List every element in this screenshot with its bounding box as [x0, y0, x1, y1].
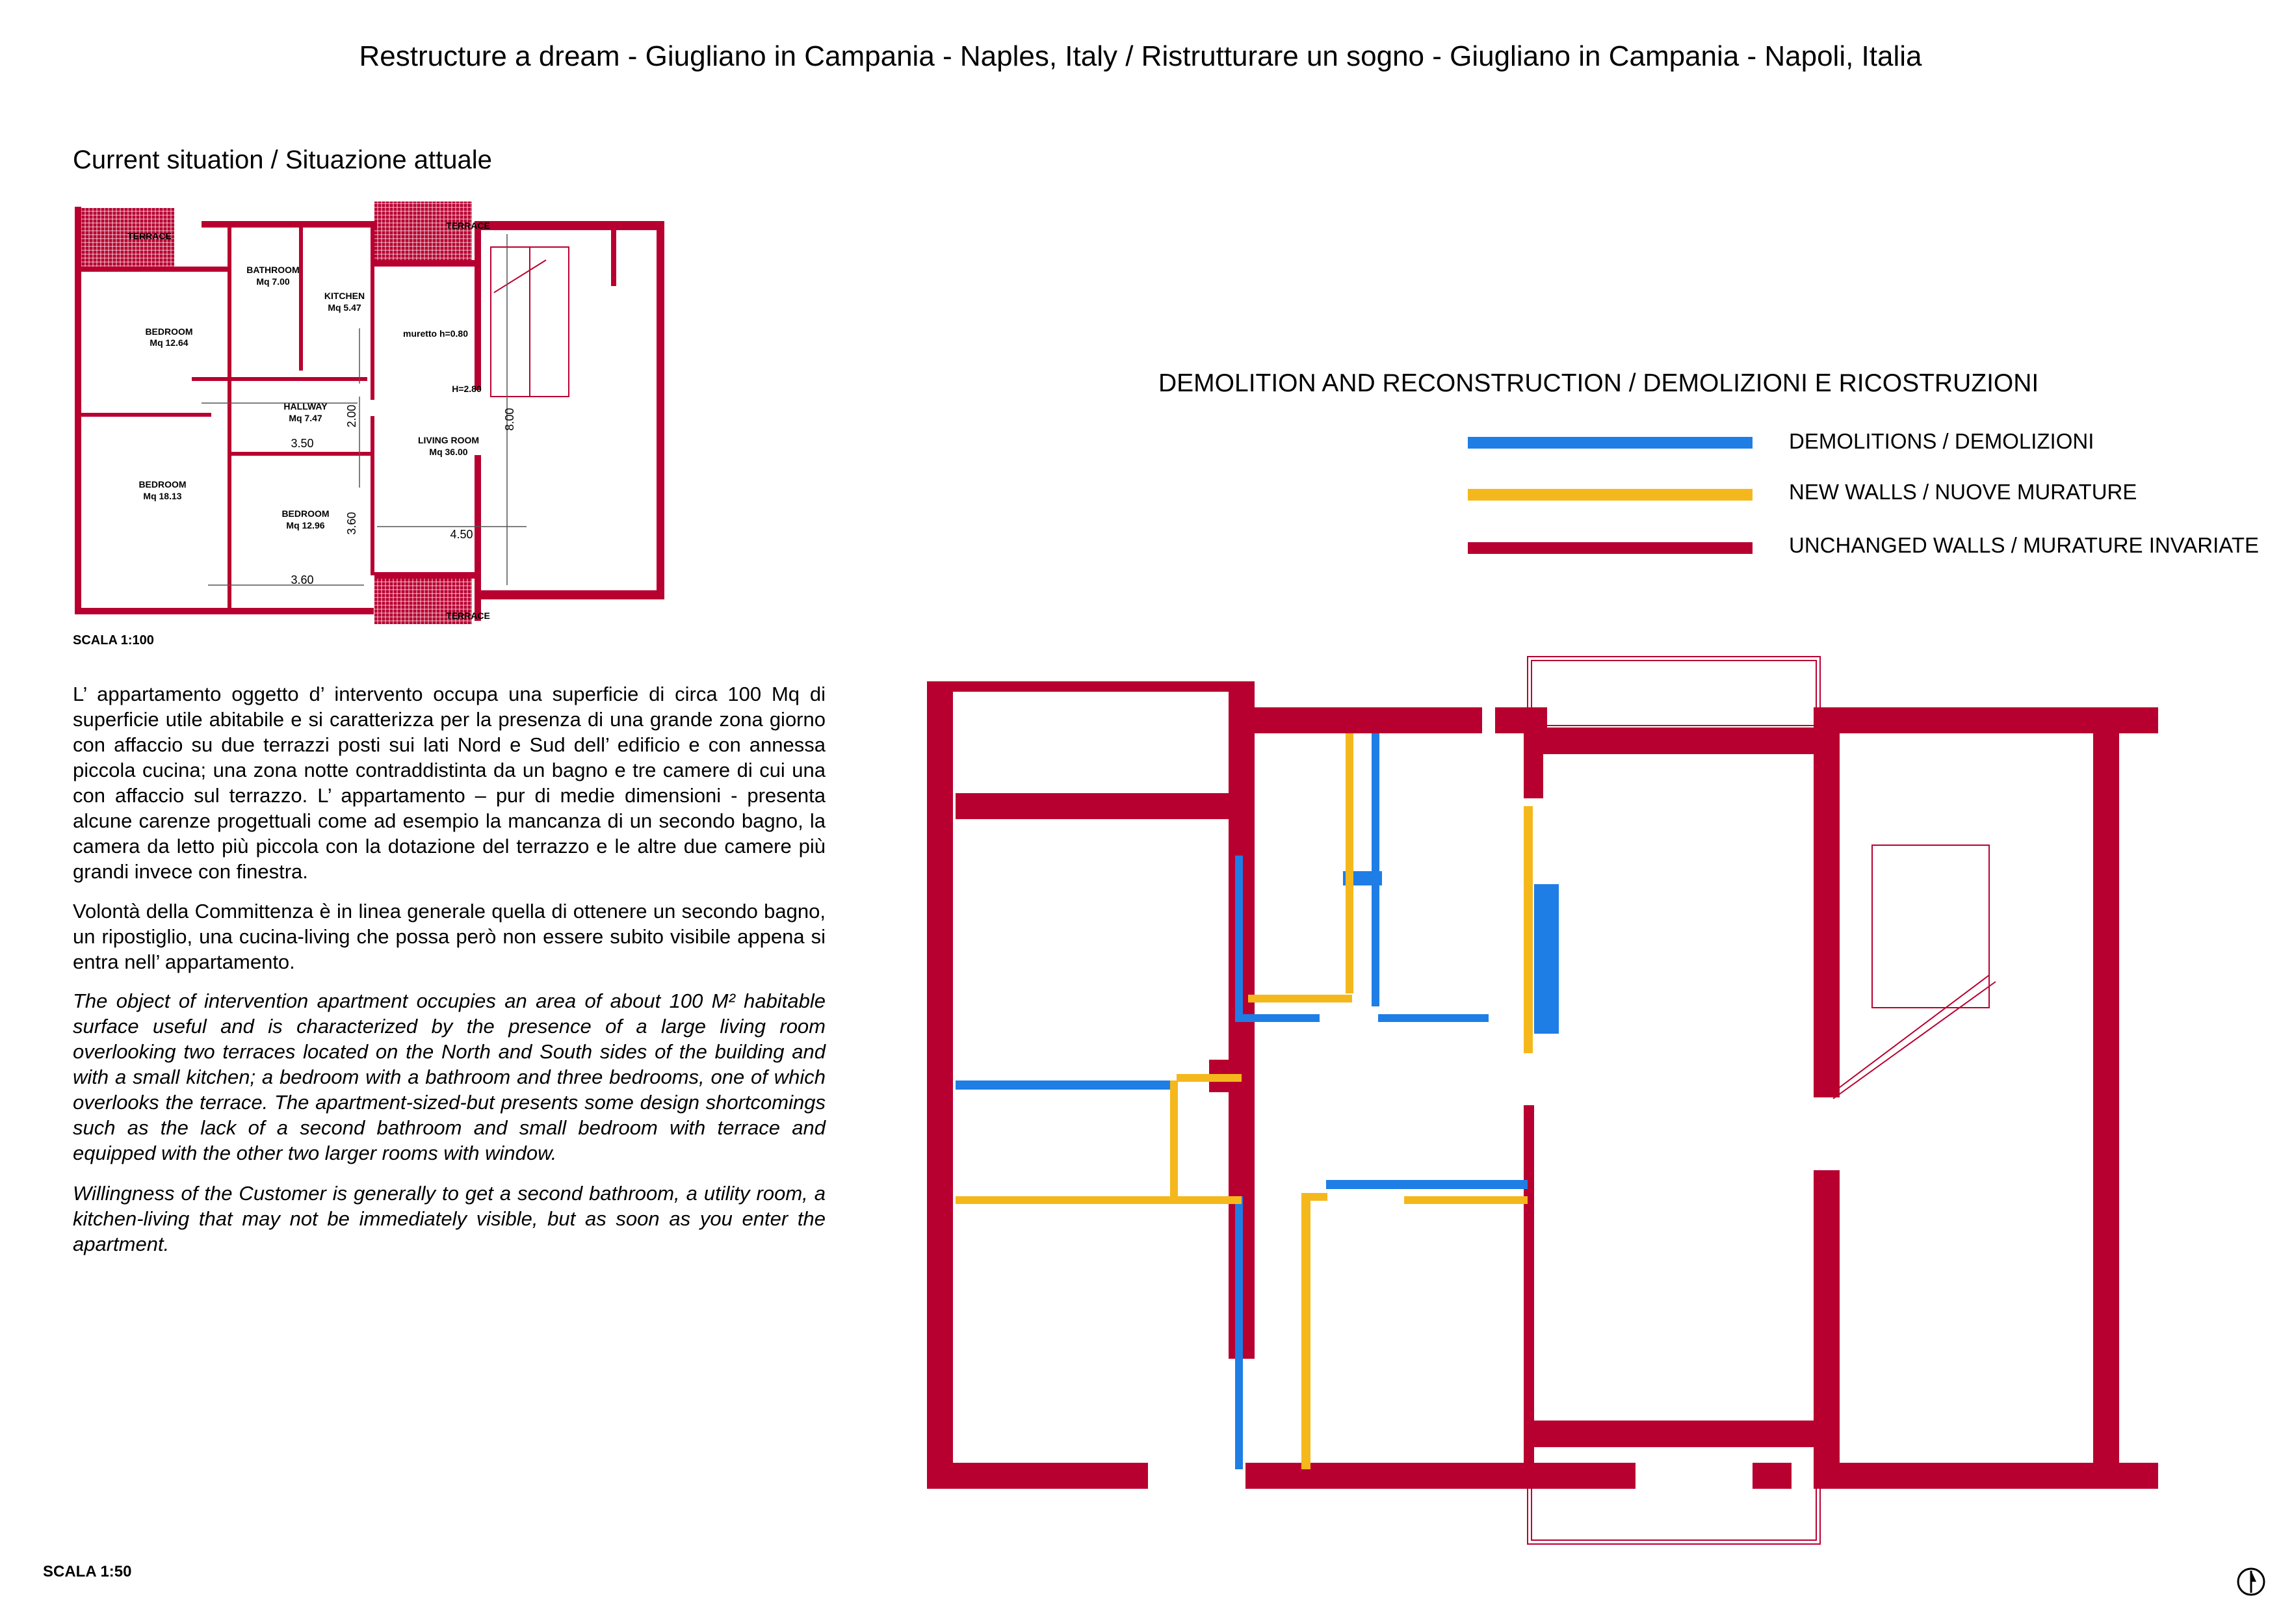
scale-large: SCALA 1:50: [43, 1563, 132, 1580]
terrace-n: [374, 202, 472, 260]
living-label: LIVING ROOM: [417, 435, 480, 445]
hallway-area: Mq 7.47: [289, 413, 322, 423]
terrace-label-3: TERRACE: [446, 610, 490, 621]
dim-800: 8.00: [503, 408, 516, 431]
bedroom2-area: Mq 18.13: [143, 491, 182, 501]
description-it-1: L’ appartamento oggetto d’ intervento occupa una superficie di circa 100 Mq di superficie utile abitabile e si caratterizza per la presenza di una grande zona giorno con affaccio su due terrazzi posti sui lati Nord e Sud dell’ edificio e con annessa piccola cucina; una zona notte contraddistinta da un bagno e tre camere di cui una con affaccio sul terrazzo. L’ appartamento – pur di medie dimensioni - presenta alcune carenze progettuali come ad esempio la mancanza di un secondo bagno, la camera da letto più piccola con la dotazione del terrazzo e le altre due camere più grandi invece con finestra.: [73, 683, 826, 883]
bedroom1-area: Mq 12.64: [150, 337, 189, 348]
description-it-2: Volontà della Committenza è in linea generale quella di ottenere un secondo bagno, un ripostiglio, una cucina-living che possa però non essere subito visibile appena si entra nell’ appartamento.: [73, 900, 826, 973]
current-situation-heading: Current situation / Situazione attuale: [73, 146, 492, 174]
legend-swatch-new: [1468, 489, 1753, 501]
height-label: H=2.80: [452, 384, 482, 394]
bathroom-label: BATHROOM: [246, 265, 300, 275]
demolition-walls: [956, 733, 1559, 1469]
hallway-label: HALLWAY: [283, 401, 328, 412]
page-title: Restructure a dream - Giugliano in Campania - Naples, Italy / Ristrutturare un sogno - Giugliano in Campania - Napoli, Italia: [359, 40, 1922, 72]
bedroom3-area: Mq 12.96: [286, 520, 325, 530]
legend-swatch-unchanged: [1468, 542, 1753, 554]
bedroom3-label: BEDROOM: [281, 508, 330, 519]
legend-label-new: NEW WALLS / NUOVE MURATURE: [1789, 480, 2137, 504]
bedroom2-label: BEDROOM: [138, 479, 187, 490]
dim-350: 3.50: [291, 437, 314, 450]
kitchen-area: Mq 5.47: [328, 302, 361, 313]
description-en-1: The object of intervention apartment occupies an area of about 100 M² habitable surface useful and is characterized by the presence of a large living room overlooking two terraces located on the North and South sides of the building and with a small kitchen; a bedroom with a bathroom and three bedrooms, one of which overlooks the terrace. The apartment-sized-but presents some design shortcomings such as the lack of a second bathroom and small bedroom with terrace and equipped with the other two larger rooms with window.: [73, 989, 826, 1164]
current-floor-plan: [72, 202, 722, 624]
legend-title: DEMOLITION AND RECONSTRUCTION / DEMOLIZIONI E RICOSTRUZIONI: [1158, 369, 2039, 397]
terrace-label-1: TERRACE: [127, 231, 172, 241]
dim-450: 4.50: [450, 528, 473, 541]
kitchen-label: KITCHEN: [324, 291, 365, 301]
terrace-label-2: TERRACE: [446, 220, 490, 231]
muretto-label: muretto h=0.80: [403, 328, 468, 339]
legend-swatch-demolition: [1468, 437, 1753, 449]
bathroom-area: Mq 7.00: [256, 276, 290, 287]
north-arrow-icon: [2235, 1565, 2267, 1598]
bedroom1-label: BEDROOM: [145, 326, 193, 337]
legend-label-demolition: DEMOLITIONS / DEMOLIZIONI: [1789, 429, 2094, 453]
living-area: Mq 36.00: [429, 447, 468, 457]
dim-200: 2.00: [345, 404, 358, 428]
legend-label-unchanged: UNCHANGED WALLS / MURATURE INVARIATE: [1789, 533, 2260, 557]
demolition-floor-plan: [923, 650, 2223, 1560]
dim-360: 3.60: [291, 573, 314, 586]
description-en-2: Willingness of the Customer is generally to get a second bathroom, a utility room, a kitchen-living that may not be immediately visible, but as soon as you enter the apartment.: [73, 1182, 826, 1255]
scale-small: SCALA 1:100: [73, 633, 154, 648]
dim-360v: 3.60: [345, 512, 358, 535]
